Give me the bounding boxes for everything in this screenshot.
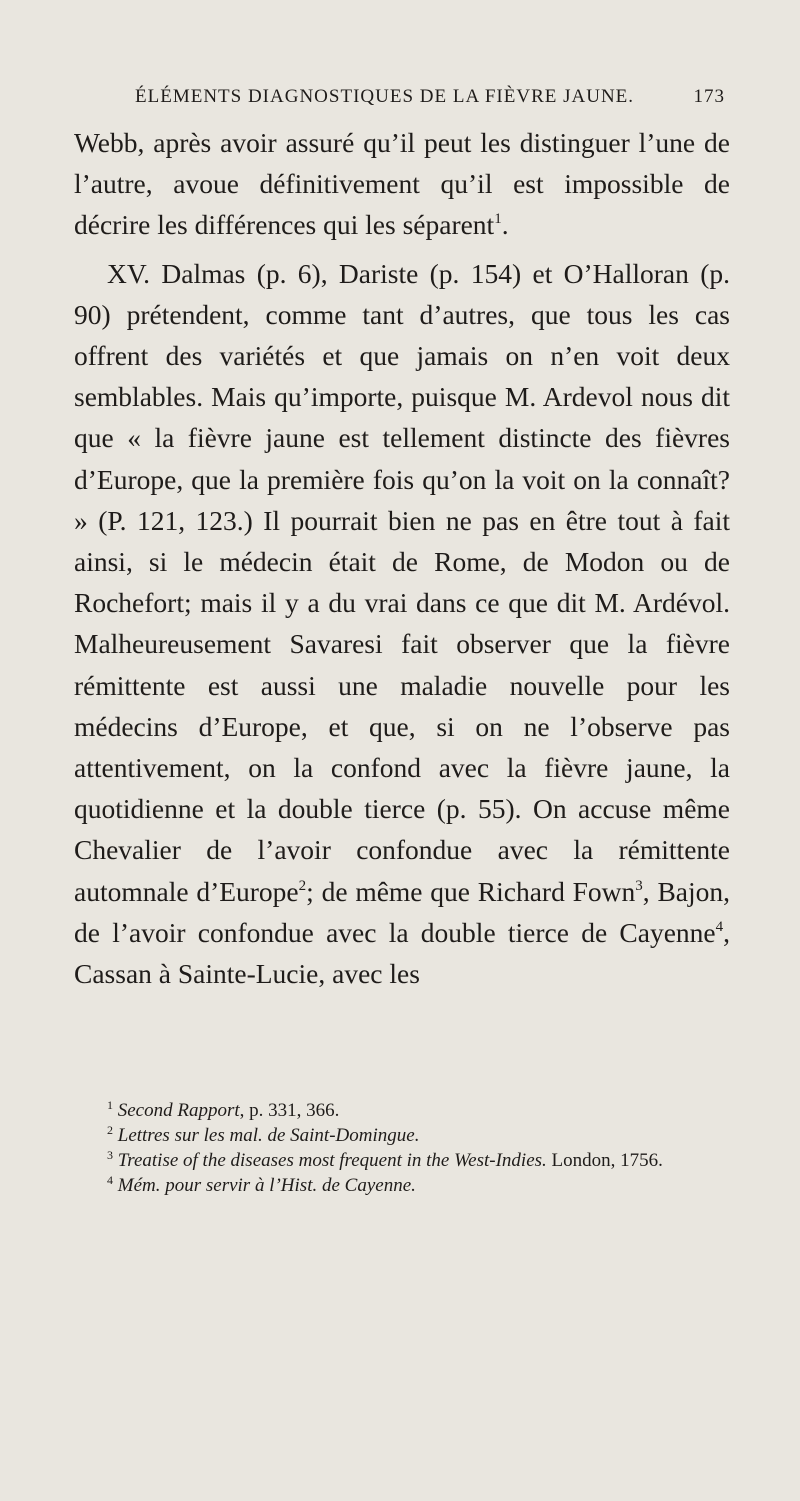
footnote-number: 4 [107,1173,113,1187]
paragraph-continued [74,122,730,246]
page-number: 173 [693,86,725,107]
running-head [135,86,725,108]
footnote [74,1173,730,1198]
footnote-title: Treatise of the diseases most frequent in the West-Indies. [117,1150,547,1171]
footnote [74,1123,730,1148]
footnote-detail: London, 1756. [546,1150,663,1171]
footnote-ref: 3 [635,877,643,894]
footnote-detail: , p. 331, 366. [239,1100,340,1121]
footnote-title: Second Rapport [117,1100,240,1121]
paragraph-text: , Cassan à Sainte-Lucie, avec les [74,916,730,990]
footnote-title: Lettres sur les mal. de Saint-Domingue. [117,1125,420,1146]
paragraph-text: Webb, après avoir assuré qu’il peut les distinguer l’une de l’autre, avoue définitivement qu’il est impossible de décrire les différences qui les séparent [74,127,730,241]
footnote [74,1098,730,1123]
footnote-number: 2 [107,1123,113,1137]
footnote-ref: 4 [715,918,724,935]
footnote [74,1148,730,1173]
footnote-ref: 1 [494,211,502,228]
footnote-number: 3 [107,1148,113,1162]
footnote-title: Mém. pour servir à l’Hist. de Cayenne. [117,1175,416,1196]
paragraph-xv [74,253,730,995]
footnotes [74,1098,730,1198]
body-text [74,122,730,994]
running-title: ÉLÉMENTS DIAGNOSTIQUES DE LA FIÈVRE JAUNE. [135,86,635,107]
paragraph-text: ; de même que Richard Fown [306,875,636,907]
footnote-ref: 2 [298,877,307,894]
footnote-number: 1 [107,1098,113,1112]
paragraph-text: XV. Dalmas (p. 6), Dariste (p. 154) et O’Halloran (p. 90) prétendent, comme tant d’autres, que tous les cas offrent des variétés et que jamais on n’en voit deux semblables. Mais qu’importe, puisque M. Ardevol nous dit que « la fièvre jaune est tellement distincte des fièvres d’Europe, que la première fois qu’on la voit on la connaît? » (P. 121, 123.) Il pourrait bien ne pas en être tout à fait ainsi, si le médecin était de Rome, de Modon ou de Rochefort; mais il y a du vrai dans ce que dit M. Ardévol. Malheureusement Savaresi fait observer que la fièvre rémittente est aussi une maladie nouvelle pour les médecins d’Europe, et que, si on ne l’observe pas attentivement, on la confond avec la fièvre jaune, la quotidienne et la double tierce (p. 55). On accuse même Chevalier de l’avoir confondue avec la rémittente automnale d’Europe [74,257,730,907]
paragraph-text: . [501,209,509,241]
paragraph-text: , Bajon, de l’avoir confondue avec la double tierce de Cayenne [74,875,731,948]
